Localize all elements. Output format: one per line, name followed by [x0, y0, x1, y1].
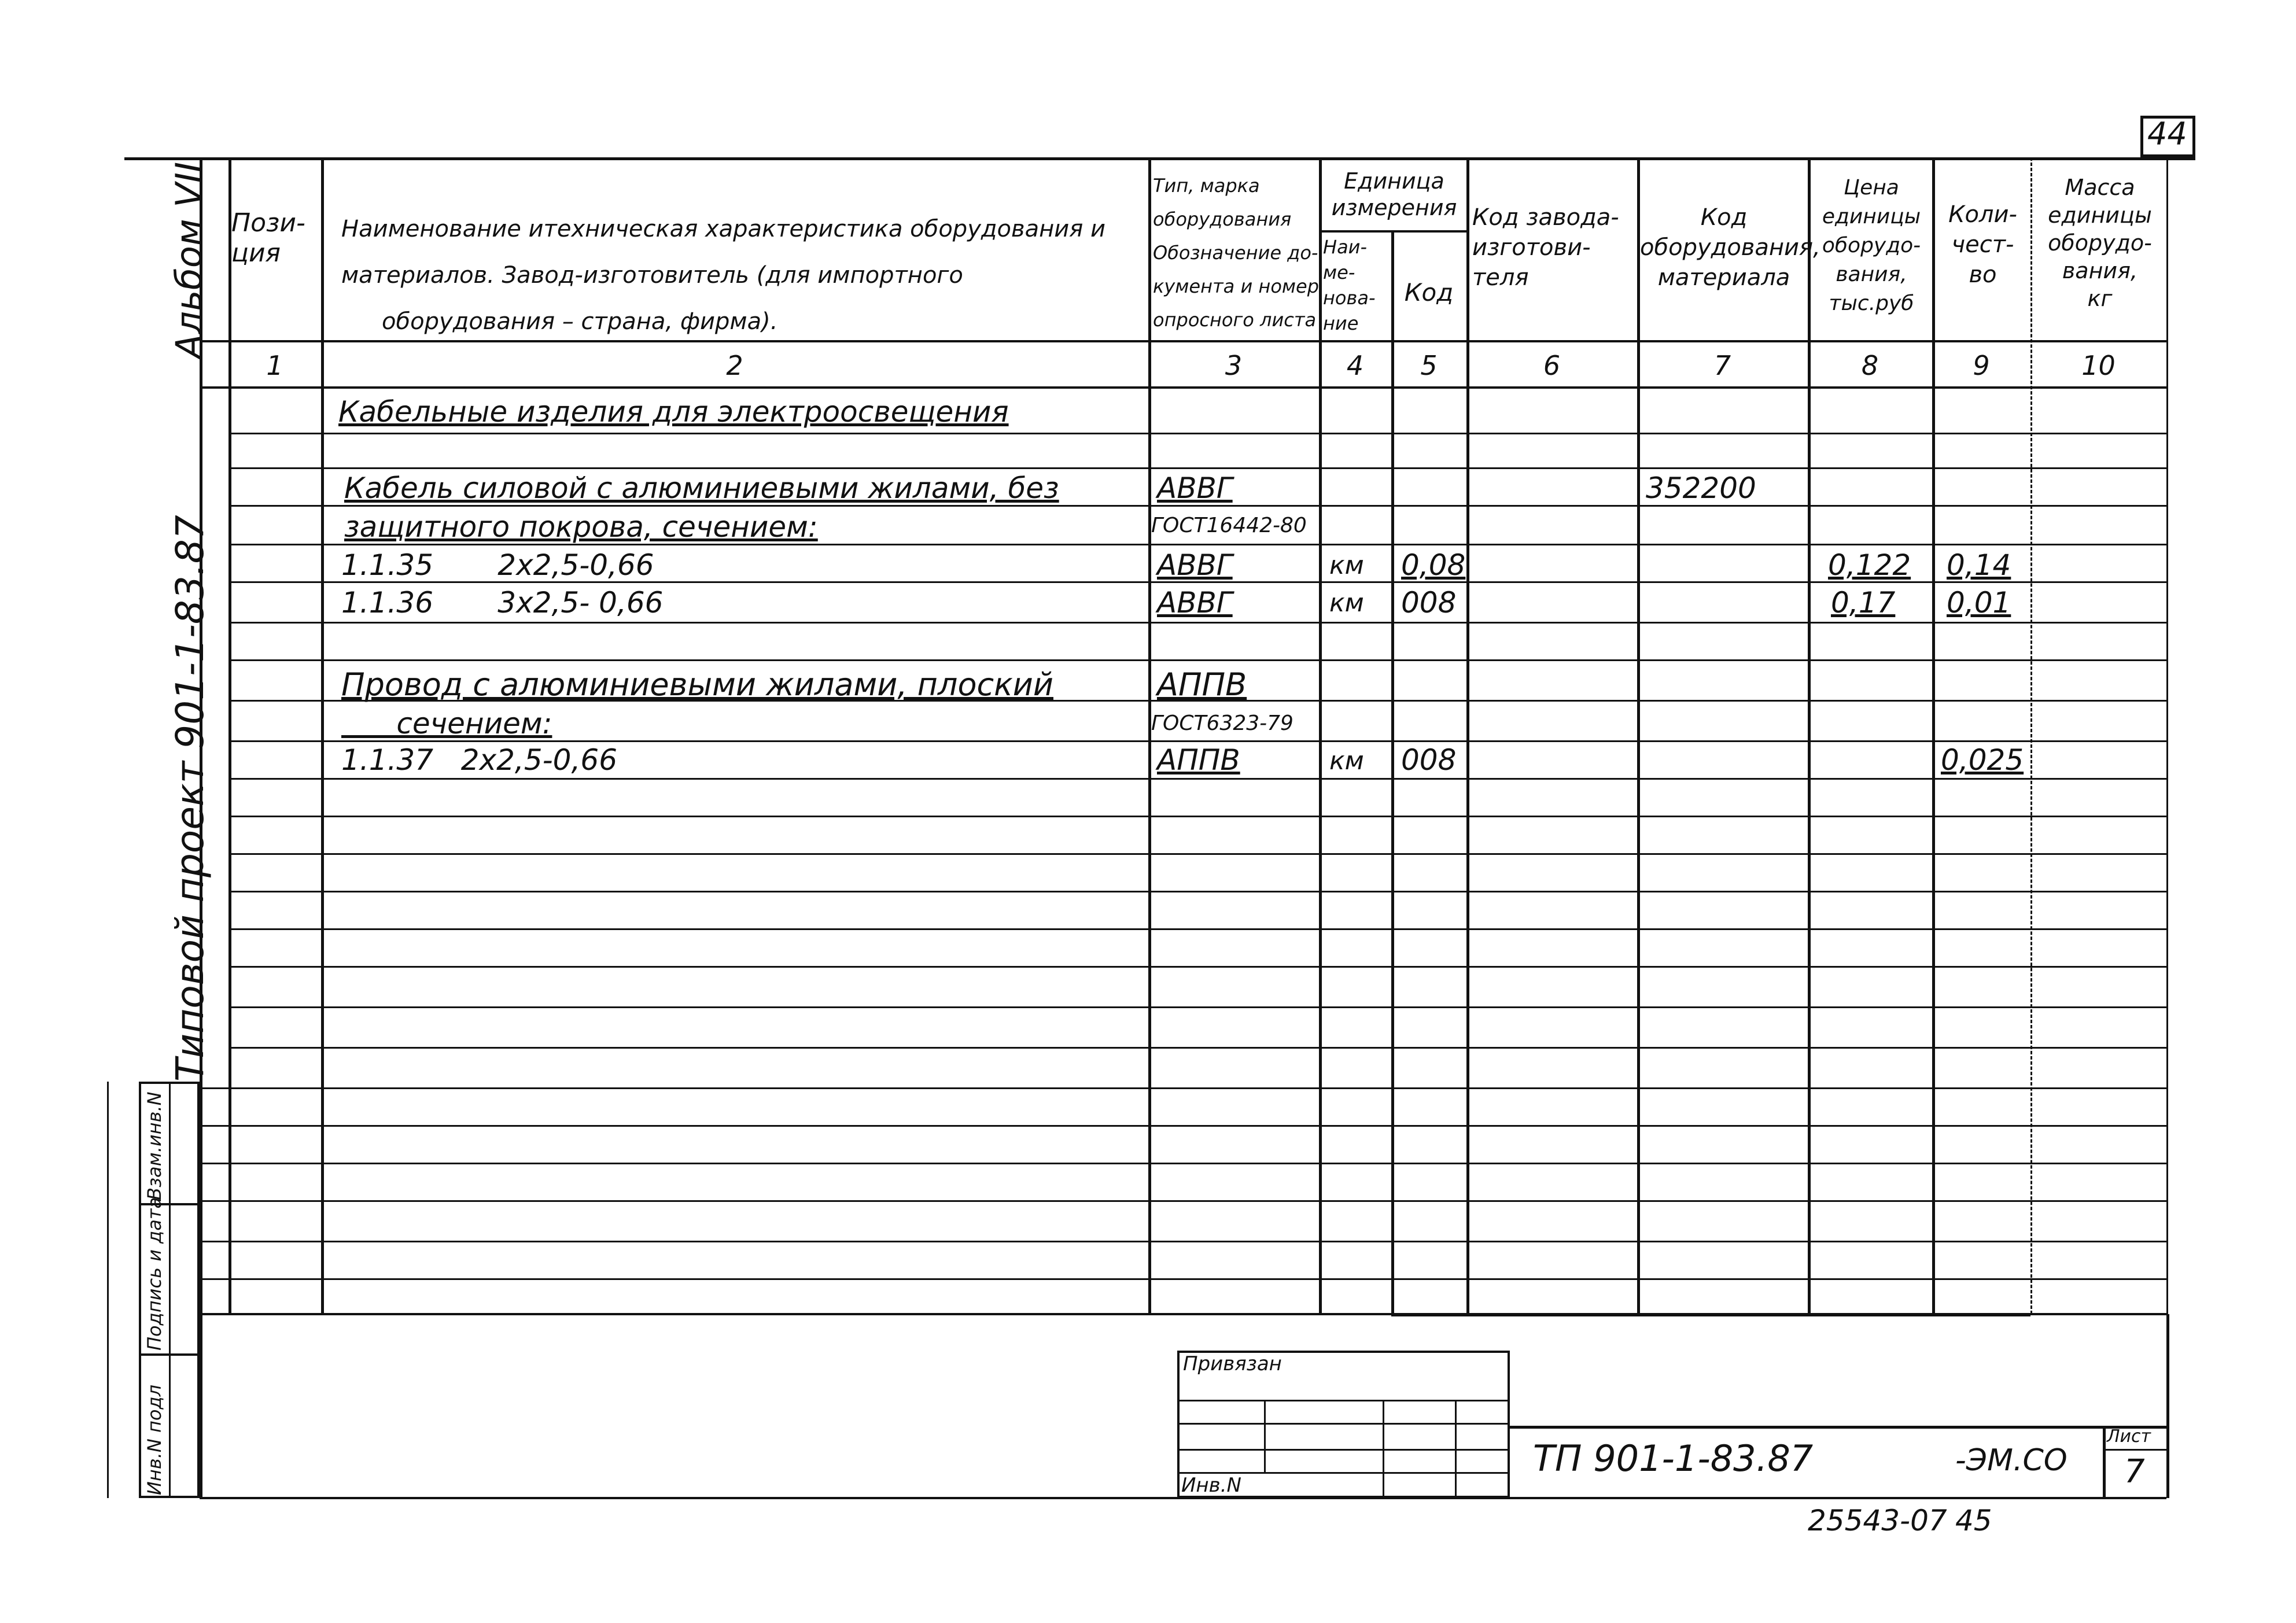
row-line	[229, 622, 2166, 624]
header-unit-price: Цена единицы оборудо- вания, тыс.руб	[1822, 176, 1921, 315]
side-stamp-sep-1	[139, 1353, 200, 1356]
footer-page: 45	[1955, 1504, 1992, 1537]
side-stamp-divider	[169, 1082, 171, 1498]
row-line	[200, 1200, 2166, 1202]
row-line	[229, 433, 2166, 434]
column-number-8: 8	[1861, 350, 1879, 381]
header-unit-mass: Масса единицы оборудо- вания, кг	[2048, 175, 2152, 311]
sheet-label: Лист	[2107, 1426, 2151, 1447]
column-number-5: 5	[1420, 350, 1438, 381]
row-9-type: ГОСТ6323-79	[1151, 711, 1293, 735]
row-5-price: 0,122	[1828, 548, 1911, 582]
col-line-9	[1932, 157, 1935, 1314]
column-number-4: 4	[1346, 350, 1364, 381]
row-5-unit: км	[1329, 551, 1364, 580]
col-line-10	[2030, 157, 2032, 1314]
col-line-right	[2166, 157, 2168, 1314]
stamp-line	[1177, 1423, 1510, 1425]
row-6-type: АВВГ	[1157, 586, 1233, 619]
column-number-10: 10	[2081, 350, 2116, 381]
row-10-quantity: 0,025	[1941, 743, 2024, 777]
row-line	[229, 778, 2166, 780]
stamp-title-top	[1510, 1426, 2166, 1429]
row-4-name: защитного покрова, сечением:	[344, 510, 818, 544]
sheet-number: 7	[2124, 1453, 2145, 1491]
side-album-title: Альбом VII	[168, 161, 210, 359]
side-project-title: Типовой проект 901-1-83.87	[168, 515, 212, 1082]
row-5-code: 0,08	[1401, 548, 1466, 582]
header-equipment-code: Код оборудования, материала	[1640, 204, 1820, 291]
stamp-bound-label: Привязан	[1183, 1352, 1282, 1375]
col-line-1	[229, 157, 231, 1314]
row-line	[200, 1125, 2166, 1127]
page-left-margin-line	[107, 1082, 109, 1498]
row-10-type: АППВ	[1157, 743, 1240, 777]
column-number-2: 2	[726, 350, 743, 381]
header-name-line2: материалов. Завод-изготовитель (для импортного	[341, 262, 963, 289]
stamp-inv-label: Инв.N	[1181, 1474, 1241, 1497]
row-line	[229, 891, 2166, 892]
side-stamp-vzam-inv: Взам.инв.N	[143, 1091, 165, 1200]
stamp-line	[1177, 1449, 1510, 1451]
header-bottom-line	[200, 340, 2166, 342]
col-line-7	[1637, 157, 1640, 1314]
code-block-bottom	[1391, 1313, 2030, 1316]
column-number-3: 3	[1225, 350, 1243, 381]
row-line	[229, 1006, 2166, 1008]
row-line	[200, 1278, 2166, 1280]
col-line-8	[1808, 157, 1811, 1314]
row-10-unit: км	[1329, 746, 1364, 776]
row-line	[229, 544, 2166, 545]
row-line	[229, 928, 2166, 930]
column-number-bottom-line	[200, 386, 2166, 389]
row-4-type: ГОСТ16442-80	[1151, 514, 1307, 537]
row-line	[229, 853, 2166, 855]
row-line	[229, 505, 2166, 507]
row-8-name: Провод с алюминиевыми жилами, плоский	[341, 666, 1053, 703]
stamp-vline	[1383, 1400, 1384, 1498]
row-line	[229, 740, 2166, 742]
row-8-type: АППВ	[1157, 666, 1247, 703]
header-unit-group: Единица измерения	[1331, 168, 1457, 220]
stamp-vline	[1455, 1400, 1457, 1498]
row-6-unit: км	[1329, 588, 1364, 618]
column-number-7: 7	[1713, 350, 1731, 381]
page-right-border	[2166, 1314, 2169, 1498]
row-10-code: 008	[1401, 743, 1457, 777]
row-line	[229, 659, 2166, 661]
stamp-sheet-divider	[2103, 1426, 2106, 1498]
header-position: Пози- ция	[231, 208, 305, 268]
row-line	[229, 966, 2166, 968]
page-number-top: 44	[2147, 116, 2187, 152]
row-5-name: 1.1.35 2x2,5-0,66	[341, 548, 654, 582]
row-6-name: 1.1.36 3x2,5- 0,66	[341, 586, 664, 619]
header-unit-name: Наи- ме- нова- ние	[1323, 236, 1376, 334]
row-line	[229, 467, 2166, 469]
page-bottom-border	[200, 1497, 2166, 1499]
column-number-9: 9	[1973, 350, 1990, 381]
header-name-line3: оборудования – страна, фирма).	[382, 308, 778, 335]
row-3-type: АВВГ	[1157, 471, 1233, 505]
header-name-line1: Наименование итехническая характеристика оборудования и	[341, 216, 1105, 242]
row-line	[229, 1047, 2166, 1049]
stamp-sheet-line	[2103, 1449, 2166, 1451]
row-line	[229, 816, 2166, 817]
column-number-6: 6	[1543, 350, 1561, 381]
col-line-3	[1148, 157, 1151, 1314]
header-plant-code: Код завода- изготови- теля	[1472, 204, 1619, 291]
row-5-type: АВВГ	[1157, 548, 1233, 582]
side-stamp-signature-date: Подпись и дата	[143, 1197, 165, 1351]
col-line-2	[321, 157, 324, 1314]
col-line-5	[1391, 231, 1394, 1313]
stamp-line	[1177, 1400, 1510, 1401]
header-unit-code: Код	[1404, 278, 1454, 307]
doc-suffix: -ЭМ.СО	[1955, 1443, 2067, 1478]
doc-code: ТП 901-1-83.87	[1533, 1437, 1814, 1480]
row-10-name: 1.1.37 2x2,5-0,66	[341, 743, 618, 777]
side-stamp-inv-podl: Инв.N подл	[143, 1384, 165, 1495]
row-1-name: Кабельные изделия для электроосвещения	[338, 395, 1009, 429]
row-5-quantity: 0,14	[1947, 548, 2011, 582]
row-9-name: сечением:	[341, 707, 552, 740]
row-6-quantity: 0,01	[1947, 586, 2011, 619]
header-sub-line	[1319, 230, 1466, 233]
header-quantity: Коли- чест- во	[1948, 201, 2017, 288]
row-line	[200, 1087, 2166, 1089]
row-6-code: 008	[1401, 586, 1457, 619]
stamp-vline	[1264, 1400, 1266, 1472]
row-line	[200, 1163, 2166, 1164]
column-number-1: 1	[266, 350, 283, 381]
row-3-name: Кабель силовой с алюминиевыми жилами, без	[344, 471, 1059, 505]
col-line-6	[1466, 157, 1469, 1314]
footer-code: 25543-07	[1808, 1504, 1947, 1537]
row-6-price: 0,17	[1831, 586, 1896, 619]
row-line	[200, 1241, 2166, 1242]
row-3-equipment-code: 352200	[1646, 471, 1756, 505]
header-type-mark: Тип, марка оборудования Обозначение до- кумента и номер опросного листа	[1153, 175, 1320, 331]
